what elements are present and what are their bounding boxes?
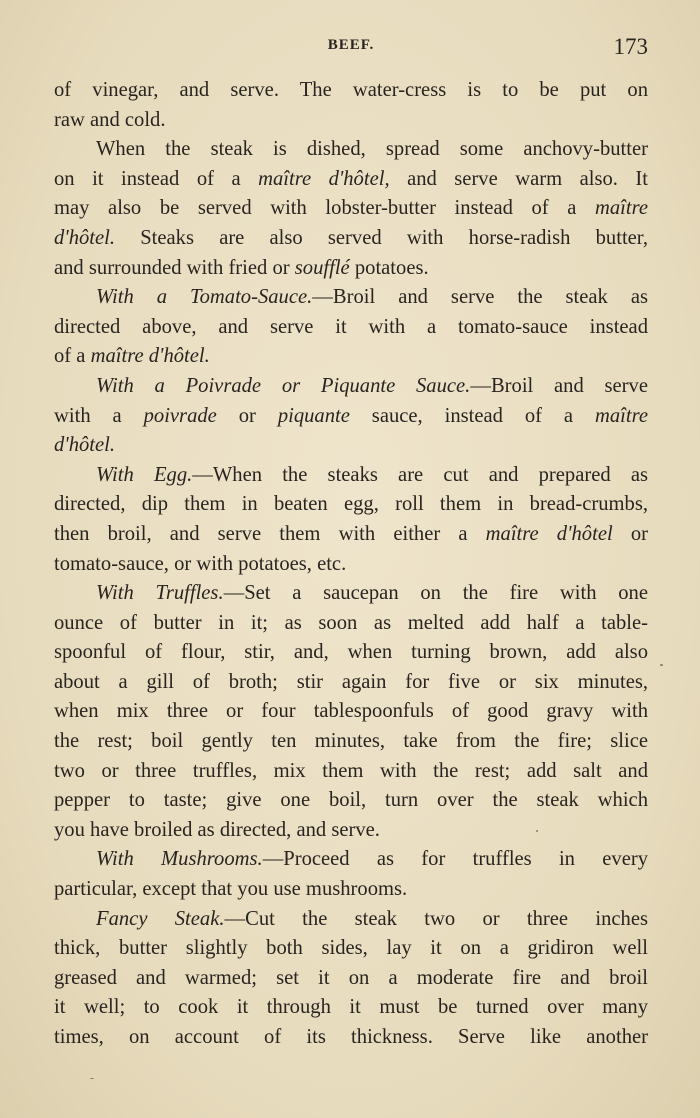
paragraph-poivrade: With a Poivrade or Piquante Sauce.—Broil and serve bbox=[96, 374, 648, 397]
text-line: directed above, and serve it with a tomato-sauce instead bbox=[54, 315, 648, 338]
text-line: raw and cold. bbox=[54, 108, 166, 131]
text-line: of a maître d'hôtel. bbox=[54, 345, 210, 368]
text-line: thick, butter slightly both sides, lay it on a gridiron well bbox=[54, 937, 648, 960]
page-header bbox=[54, 34, 648, 64]
paragraph-fancy-steak: Fancy Steak.—Cut the steak two or three inches bbox=[96, 907, 648, 930]
text-line: about a gill of broth; stir again for five or six minutes, bbox=[54, 670, 648, 693]
text-line: and surrounded with fried or soufflé potatoes. bbox=[54, 256, 429, 279]
paragraph-anchovy-butter: When the steak is dished, spread some anchovy-butter bbox=[96, 138, 648, 161]
text-line: of vinegar, and serve. The water-cress is to be put on bbox=[54, 79, 648, 101]
running-head: BEEF. bbox=[327, 37, 375, 53]
text-line: spoonful of flour, stir, and, when turning brown, add also bbox=[54, 641, 648, 664]
ink-speck bbox=[90, 1078, 94, 1079]
paragraph-with-mushrooms: With Mushrooms.—Proceed as for truffles in every bbox=[96, 848, 648, 871]
text-line: times, on account of its thickness. Serve like another bbox=[54, 1026, 648, 1048]
text-line: two or three truffles, mix them with the rest; add salt and bbox=[54, 759, 648, 782]
text-line: pepper to taste; give one boil, turn over the steak which bbox=[54, 789, 648, 812]
text-line: d'hôtel. bbox=[54, 434, 116, 457]
paragraph-with-egg: With Egg.—When the steaks are cut and prepared as bbox=[96, 463, 648, 486]
text-line: ounce of butter in it; as soon as melted add half a table- bbox=[54, 611, 648, 634]
paragraph-with-truffles: With Truffles.—Set a saucepan on the fire with one bbox=[96, 582, 648, 605]
text-line: d'hôtel. Steaks are also served with horse-radish butter, bbox=[54, 226, 648, 249]
paragraph-tomato-sauce: With a Tomato-Sauce.—Broil and serve the steak as bbox=[96, 286, 649, 309]
text-line: tomato-sauce, or with potatoes, etc. bbox=[54, 552, 347, 575]
text-line: on it instead of a maître d'hôtel, and serve warm also. It bbox=[54, 167, 648, 190]
body-text bbox=[54, 76, 648, 1053]
text-line: particular, except that you use mushrooms. bbox=[54, 878, 408, 901]
text-line: with a poivrade or piquante sauce, instead of a maître bbox=[54, 404, 648, 427]
text-line: greased and warmed; set it on a moderate fire and broil bbox=[54, 966, 648, 989]
ink-speck bbox=[660, 664, 663, 666]
text-line: you have broiled as directed, and serve. bbox=[54, 818, 380, 841]
text-line: then broil, and serve them with either a maître d'hôtel or bbox=[54, 522, 648, 545]
page-number: 173 bbox=[613, 34, 648, 59]
text-line: when mix three or four tablespoonfuls of good gravy with bbox=[54, 700, 648, 723]
text-line: the rest; boil gently ten minutes, take from the fire; slice bbox=[54, 730, 648, 753]
text-line: may also be served with lobster-butter instead of a maître bbox=[54, 197, 648, 220]
ink-speck bbox=[536, 830, 538, 832]
text-line: it well; to cook it through it must be turned over many bbox=[54, 996, 648, 1019]
text-line: directed, dip them in beaten egg, roll them in bread-crumbs, bbox=[54, 493, 648, 516]
